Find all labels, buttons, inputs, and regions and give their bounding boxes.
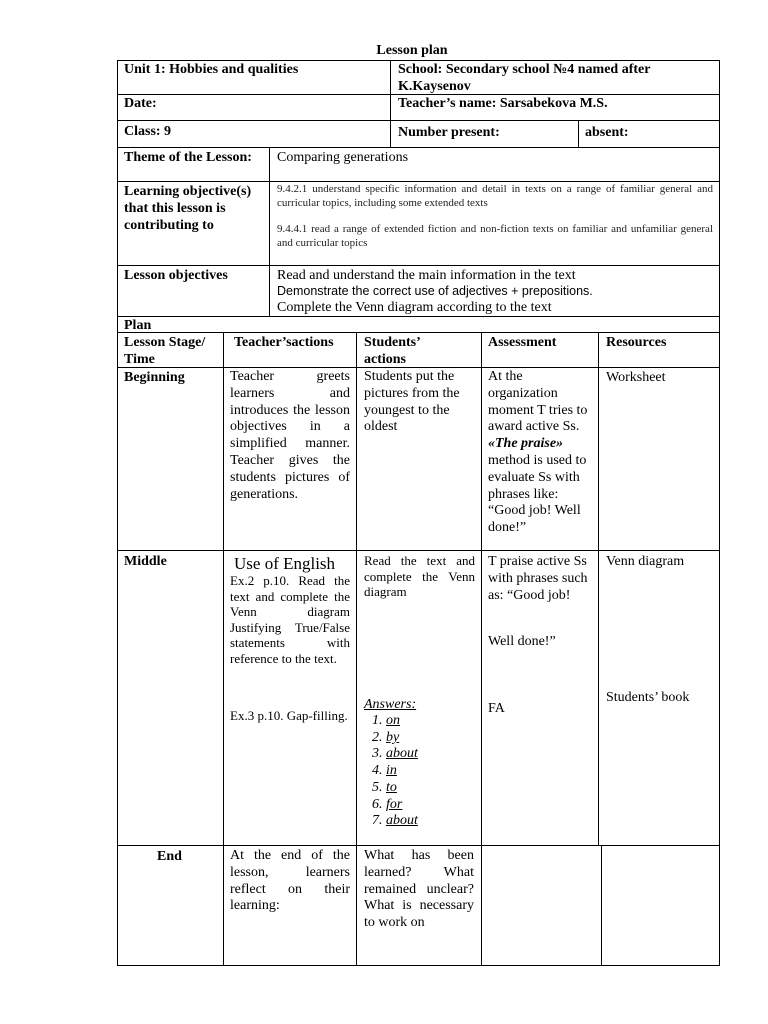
use-of-english-heading: Use of English xyxy=(234,554,336,573)
lesson-objectives-label: Lesson objectives xyxy=(124,268,228,283)
end-teacher-actions: At the end of the lesson, learners reflect on their learning: xyxy=(230,848,350,914)
unit-label: Unit 1: Hobbies and qualities xyxy=(124,62,299,77)
learning-objectives-label: Learning objective(s) that this lesson is contributing to xyxy=(124,184,252,233)
col-header-teacher: Teacher’sactions xyxy=(234,335,334,350)
theme-label: Theme of the Lesson: xyxy=(124,150,252,165)
learning-objective-1: 9.4.2.1 understand specific information and detail in texts on a range of familiar general and curricular topics, including some extended texts xyxy=(277,183,713,209)
answers-list xyxy=(364,713,418,830)
divider xyxy=(356,332,357,966)
answer-item: 3. about xyxy=(386,746,418,763)
middle-teacher-actions-1: Ex.2 p.10. Read the text and complete the Venn diagram Justifying True/False statements with reference to the text. xyxy=(230,573,350,666)
lesson-objective-1: Read and understand the main information in the text xyxy=(277,268,576,283)
praise-method: «The praise» xyxy=(488,436,564,452)
answer-item: 6. for xyxy=(386,797,418,814)
plan-label: Plan xyxy=(124,318,152,333)
answer-item: 7. about xyxy=(386,813,418,830)
col-header-resources: Resources xyxy=(606,335,667,350)
divider xyxy=(481,332,482,966)
divider xyxy=(390,60,391,148)
answer-item: 2. by xyxy=(386,730,418,747)
divider xyxy=(598,332,599,846)
beginning-teacher-actions: Teacher greets learners and introduces the lesson objectives in a simplified manner. Teacher gives the students pictures of generations. xyxy=(230,369,350,502)
middle-resources-1: Venn diagram xyxy=(606,554,685,569)
divider xyxy=(117,265,720,266)
col-header-students: Students’ actions xyxy=(364,335,420,367)
divider xyxy=(117,147,720,148)
divider xyxy=(578,120,579,148)
table-border-bottom xyxy=(117,965,720,966)
absent-label: absent: xyxy=(585,125,629,140)
learning-objective-2: 9.4.4.1 read a range of extended fiction and non-fiction texts on familiar and unfamiliar general and curricular topics xyxy=(277,223,713,249)
answer-item: 1. on xyxy=(386,713,418,730)
divider xyxy=(269,147,270,317)
stage-beginning: Beginning xyxy=(124,370,185,385)
table-border-right xyxy=(719,60,720,966)
beginning-students-actions: Students put the pictures from the youngest to the oldest xyxy=(364,369,460,435)
divider xyxy=(117,845,720,846)
page-title: Lesson plan xyxy=(376,43,448,58)
divider xyxy=(601,845,602,966)
beginning-assessment xyxy=(488,369,594,537)
middle-resources-2: Students’ book xyxy=(606,690,690,705)
answer-item: 4. in xyxy=(386,763,418,780)
end-students-actions: What has been learned? What remained unclear? What is necessary to work on xyxy=(364,848,474,931)
lesson-objective-2: Demonstrate the correct use of adjectives + prepositions. xyxy=(277,284,593,298)
divider xyxy=(223,332,224,966)
middle-students-actions: Read the text and complete the Venn diagram xyxy=(364,553,475,599)
divider xyxy=(117,120,720,121)
school-label: School: Secondary school №4 named after K.Kaysenov xyxy=(398,62,651,94)
col-header-assessment: Assessment xyxy=(488,335,557,350)
answer-item: 5. to xyxy=(386,780,418,797)
theme-value: Comparing generations xyxy=(277,150,409,165)
divider xyxy=(117,550,720,551)
assessment-text: At the organization moment T tries to award active Ss. xyxy=(488,369,588,435)
col-header-stage: Lesson Stage/ Time xyxy=(124,335,206,367)
number-present-label: Number present: xyxy=(398,125,500,140)
middle-assessment-1: T praise active Ss with phrases such as: “Good job! xyxy=(488,554,588,603)
middle-teacher-actions-2: Ex.3 p.10. Gap-filling. xyxy=(230,708,348,723)
middle-assessment-fa: FA xyxy=(488,701,505,716)
answers-label: Answers: xyxy=(364,697,417,712)
beginning-resources: Worksheet xyxy=(606,370,666,385)
divider xyxy=(117,332,720,333)
table-border-left xyxy=(117,60,118,966)
teacher-name-label: Teacher’s name: Sarsabekova M.S. xyxy=(398,96,608,111)
assessment-text: method is used to evaluate Ss with phrases like: “Good job! Well done!” xyxy=(488,452,587,536)
stage-end: End xyxy=(157,849,182,864)
stage-middle: Middle xyxy=(124,554,167,569)
divider xyxy=(117,316,720,317)
class-label: Class: 9 xyxy=(124,124,172,139)
lesson-objective-3: Complete the Venn diagram according to the text xyxy=(277,300,552,315)
middle-assessment-2: Well done!” xyxy=(488,634,556,649)
date-label: Date: xyxy=(124,96,157,111)
